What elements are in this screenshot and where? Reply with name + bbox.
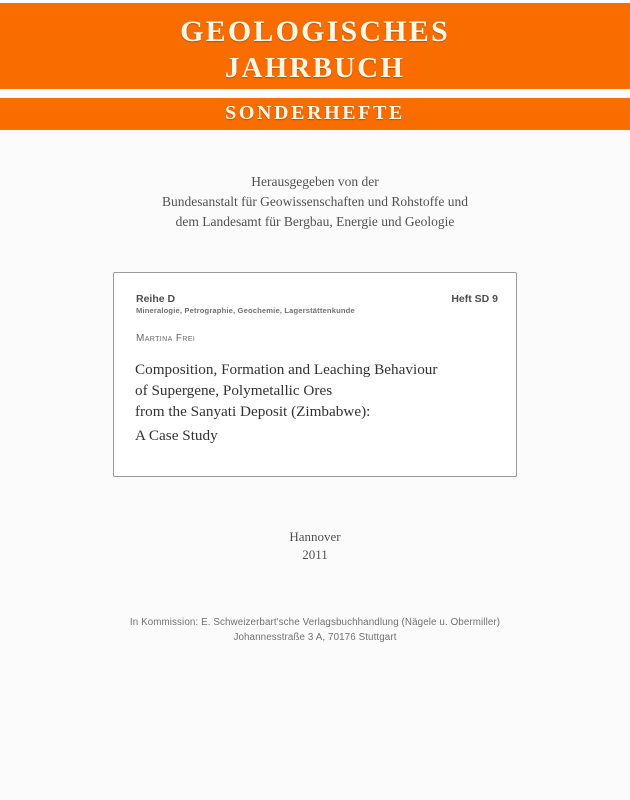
year-of-publication: 2011 — [302, 547, 328, 562]
title-box — [113, 272, 517, 477]
title-line-2: of Supergene, Polymetallic Ores — [135, 382, 333, 399]
title-line-1: Composition, Formation and Leaching Behaviour — [135, 361, 438, 378]
commission-block — [0, 615, 630, 645]
series-subject-areas: Mineralogie, Petrographie, Geochemie, Lagerstättenkunde — [136, 306, 355, 315]
publisher-line-3: dem Landesamt für Bergbau, Energie und Geologie — [175, 214, 455, 229]
commission-line-2: Johannesstraße 3 A, 70176 Stuttgart — [233, 632, 397, 643]
series-designation: Reihe D — [136, 293, 176, 305]
place-year-block — [0, 528, 630, 564]
title-line-3: from the Sanyati Deposit (Zimbabwe): — [135, 403, 371, 420]
place-of-publication: Hannover — [289, 529, 341, 544]
publisher-block — [0, 172, 630, 232]
publication-subtitle: A Case Study — [135, 427, 218, 444]
journal-series-label: SONDERHEFTE — [225, 102, 405, 124]
publisher-line-1: Herausgegeben von der — [251, 174, 379, 189]
author-name: Martina Frei — [136, 333, 196, 344]
commission-line-1: In Kommission: E. Schweizerbart'sche Verlagsbuchhandlung (Nägele u. Obermiller) — [129, 617, 501, 628]
issue-number: Heft SD 9 — [451, 293, 498, 305]
publication-title — [135, 359, 502, 422]
journal-title-line-2: JAHRBUCH — [224, 52, 406, 84]
publisher-line-2: Bundesanstalt für Geowissenschaften und Rohstoffe und — [161, 194, 469, 209]
series-row — [136, 293, 498, 305]
journal-title-line-1: GEOLOGISCHES — [180, 15, 450, 48]
